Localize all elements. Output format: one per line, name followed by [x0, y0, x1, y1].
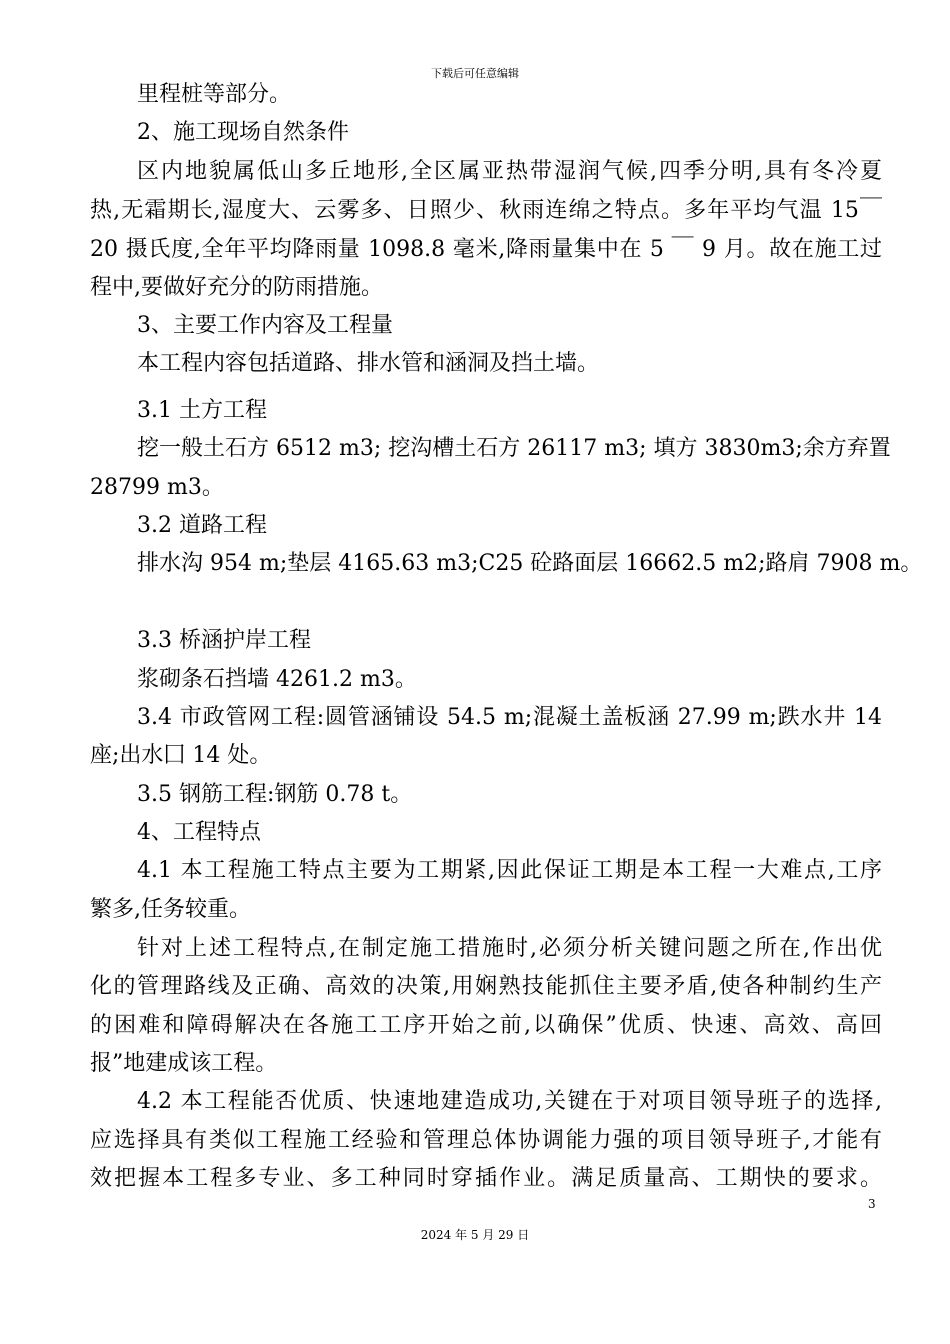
body-line: 20 摄氏度,全年平均降雨量 1098.8 毫米,降雨量集中在 5 ￣ 9 月。故在施工过: [90, 237, 882, 262]
body-line: 的困难和障碍解决在各施工工序开始之前,以确保”优质、快速、高效、高回: [90, 1013, 882, 1038]
body-line: 报”地建成该工程。: [90, 1051, 278, 1076]
body-line: 程中,要做好充分的防雨措施。: [90, 275, 383, 300]
body-line: 里程桩等部分。: [137, 82, 292, 107]
footer-date: 2024 年 5 月 29 日: [420, 1228, 530, 1242]
body-line: 热,无霜期长,湿度大、云雾多、日照少、秋雨连绵之特点。多年平均气温 15￣: [90, 198, 882, 223]
body-line: 28799 m3。: [90, 475, 224, 500]
body-line: 本工程内容包括道路、排水管和涵洞及挡土墙。: [137, 351, 600, 376]
body-line: 座;出水囗 14 处。: [90, 743, 272, 768]
body-line: 针对上述工程特点,在制定施工措施时,必须分析关键问题之所在,作出优: [137, 936, 882, 961]
subsection-heading: 3.3 桥涵护岸工程: [137, 628, 311, 653]
section-heading: 4、工程特点: [137, 820, 261, 845]
header-note: 下载后可任意编辑: [431, 67, 519, 80]
body-line: 区内地貌属低山多丘地形,全区属亚热带湿润气候,四季分明,具有冬冷夏: [137, 159, 882, 184]
subsection-heading: 3.2 道路工程: [137, 513, 267, 538]
body-line: 繁多,任务较重。: [90, 897, 251, 922]
body-line: 排水沟 954 m;垫层 4165.63 m3;C25 砼路面层 16662.5 m2;路肩 7908 m。: [137, 551, 923, 576]
page-number: 3: [868, 1197, 876, 1211]
subsection-heading: 3.1 土方工程: [137, 398, 267, 423]
body-line: 4.1 本工程施工特点主要为工期紧,因此保证工期是本工程一大难点,工序: [137, 858, 882, 883]
section-heading: 2、施工现场自然条件: [137, 120, 349, 145]
body-line: 浆砌条石挡墙 4261.2 m3。: [137, 667, 417, 692]
body-line: 效把握本工程多专业、多工种同时穿插作业。满足质量高、工期快的要求。: [90, 1166, 882, 1191]
body-line: 3.4 市政管网工程:圆管涵铺设 54.5 m;混凝土盖板涵 27.99 m;跌水井 14: [137, 705, 882, 730]
body-line: 挖一般土石方 6512 m3; 挖沟槽土石方 26117 m3; 填方 3830m3;余方弃置: [137, 436, 891, 461]
body-line: 4.2 本工程能否优质、快速地建造成功,关键在于对项目领导班子的选择,: [137, 1089, 882, 1114]
body-line: 3.5 钢筋工程:钢筋 0.78 t。: [137, 782, 413, 807]
section-heading: 3、主要工作内容及工程量: [137, 313, 393, 338]
body-line: 化的管理路线及正确、高效的决策,用娴熟技能抓住主要矛盾,使各种制约生产: [90, 974, 882, 999]
body-line: 应选择具有类似工程施工经验和管理总体协调能力强的项目领导班子,才能有: [90, 1128, 882, 1153]
